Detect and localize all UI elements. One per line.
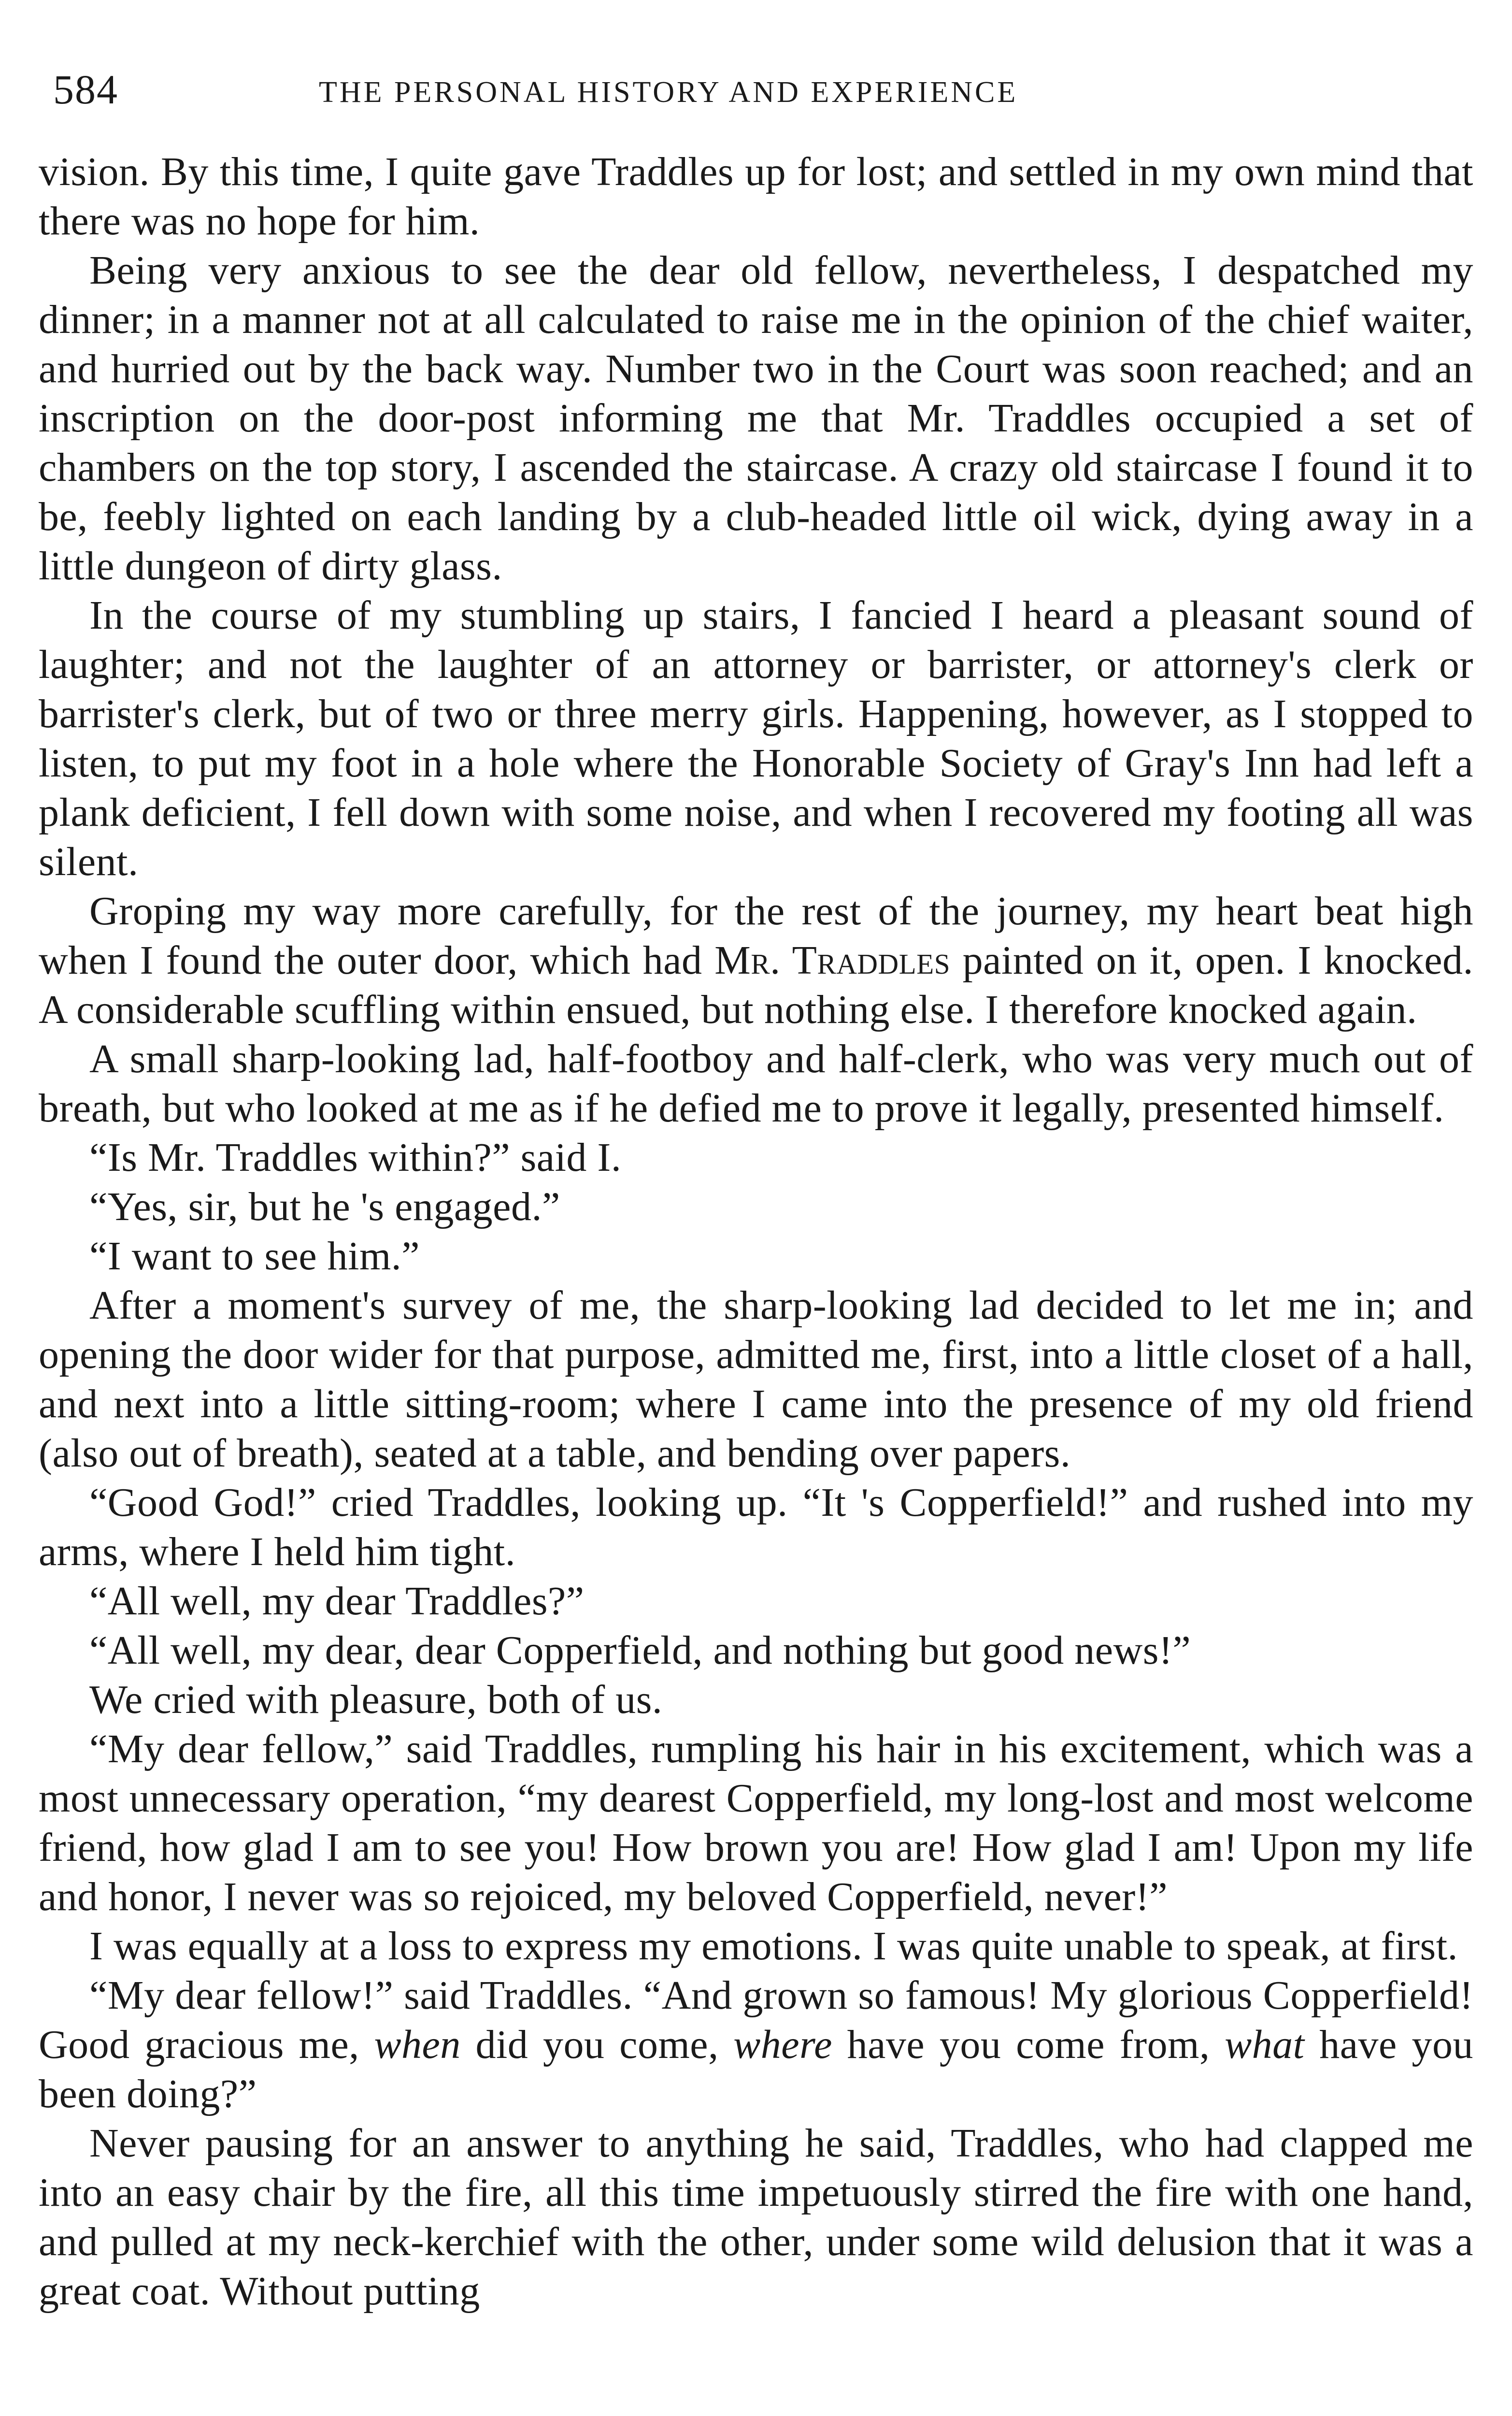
paragraph: After a moment's survey of me, the sharp-looking lad decided to let me in; and opening the door wider for that purpose, admitted me, first, into a little closet of a hall, and next into a little sitting-room; where I came into the presence of my old friend (also out of breath), seated at a table, and bending over papers. xyxy=(39,1283,1473,1476)
paragraph: “All well, my dear Traddles?” xyxy=(89,1579,585,1624)
paragraph: “My dear fellow,” said Traddles, rumpling his hair in his excitement, which was a most unnecessary operation, “my dearest Copperfield, my long-lost and most welcome friend, how glad I am to see you! How brown you are! How glad I am! Upon my life and honor, I never was so rejoiced, my beloved Copperfield, never!” xyxy=(39,1726,1473,1919)
paragraph: I was equally at a loss to express my emotions. I was quite unable to speak, at first. xyxy=(89,1924,1458,1969)
text-span: have you come from, xyxy=(832,2022,1225,2067)
paragraph: “I want to see him.” xyxy=(89,1234,420,1279)
paragraph: “Is Mr. Traddles within?” said I. xyxy=(89,1135,622,1180)
page-number: 584 xyxy=(53,66,118,113)
text-span: did you come, xyxy=(460,2022,734,2067)
paragraph: In the course of my stumbling up stairs, I fancied I heard a pleasant sound of laughter; and not the laughter of an attorney or barrister, or attorney's clerk or barrister's clerk, but of two or three merry girls. Happening, however, as I stopped to listen, to put my foot in a hole where the Honorable Society of Gray's Inn had left a plank deficient, I fell down with some noise, and when I recovered my footing all was silent. xyxy=(39,593,1473,884)
text-span: “My dear fellow!” said Traddles. “And grown so famous! My glorious Copperfield! Good gracious me, xyxy=(39,1973,1473,2067)
paragraph: vision. By this time, I quite gave Traddles up for lost; and settled in my own mind that there was no hope for him. xyxy=(39,149,1473,244)
italic-word: when xyxy=(374,2022,461,2067)
body-text xyxy=(39,147,1473,2316)
paragraph xyxy=(39,887,1473,1035)
door-name-text: Mr. Traddles xyxy=(714,938,951,983)
paragraph: Never pausing for an answer to anything he said, Traddles, who had clapped me into an easy chair by the fire, all this time impetuously stirred the fire with one hand, and pulled at my neck-kerchief with the other, under some wild delusion that it was a great coat. Without putting xyxy=(39,2121,1473,2314)
paragraph xyxy=(39,1971,1473,2119)
text-span: Groping my way more carefully, for the rest of the journey, my heart beat high when I found the outer door, which had xyxy=(39,889,1473,983)
text-span: have you been doing?” xyxy=(39,2022,1473,2116)
paragraph: Being very anxious to see the dear old fellow, nevertheless, I despatched my dinner; in a manner not at all calculated to raise me in the opinion of the chief waiter, and hurried out by the back way. Number two in the Court was soon reached; and an inscription on the door-post informing me that Mr. Traddles occupied a set of chambers on the top story, I ascended the staircase. A crazy old staircase I found it to be, feebly lighted on each landing by a club-headed little oil wick, dying away in a little dungeon of dirty glass. xyxy=(39,248,1473,589)
page-header xyxy=(0,63,1512,116)
text-span: painted on it, open. I knocked. A considerable scuffling within ensued, but nothing else. I therefore knocked again. xyxy=(39,938,1474,1032)
paragraph: “All well, my dear, dear Copperfield, and nothing but good news!” xyxy=(89,1628,1191,1673)
paragraph: “Good God!” cried Traddles, looking up. “It 's Copperfield!” and rushed into my arms, where I held him tight. xyxy=(39,1480,1473,1574)
italic-word: where xyxy=(733,2022,832,2067)
paragraph: We cried with pleasure, both of us. xyxy=(89,1677,663,1722)
paragraph: A small sharp-looking lad, half-footboy and half-clerk, who was very much out of breath, but who looked at me as if he defied me to prove it legally, presented himself. xyxy=(39,1036,1473,1131)
italic-word: what xyxy=(1225,2022,1305,2067)
running-title: THE PERSONAL HISTORY AND EXPERIENCE xyxy=(319,76,1018,109)
paragraph: “Yes, sir, but he 's engaged.” xyxy=(89,1184,560,1229)
